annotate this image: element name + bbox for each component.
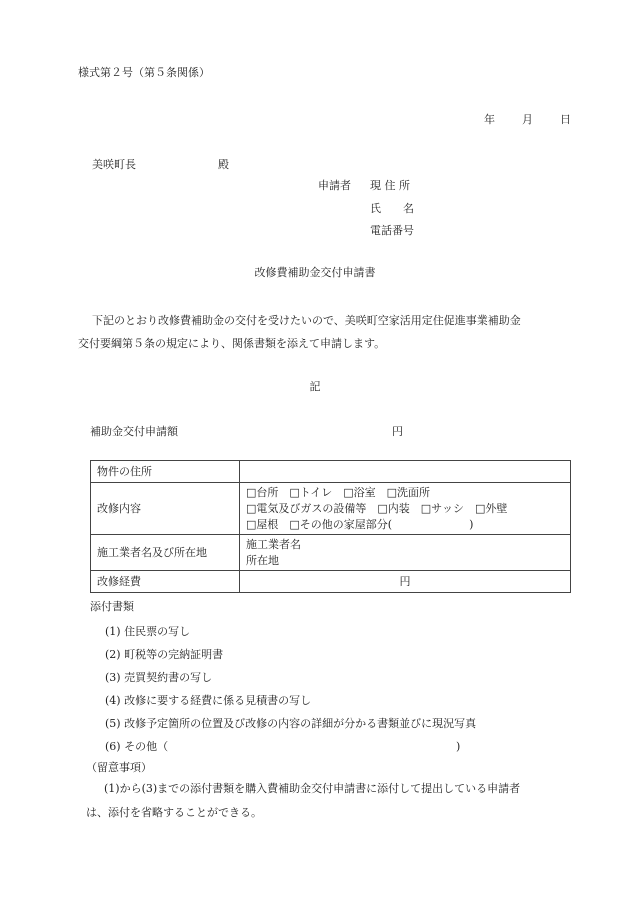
table-row-cost bbox=[91, 571, 571, 593]
body-line-1: 下記のとおり改修費補助金の交付を受けたいので、美咲町空家活用定住促進事業補助金 bbox=[92, 314, 521, 327]
application-table bbox=[90, 460, 571, 593]
property-address-field[interactable] bbox=[240, 461, 571, 483]
contractor-field[interactable] bbox=[240, 535, 571, 571]
applicant-name-label: 氏 名 bbox=[370, 202, 414, 215]
cost-field[interactable] bbox=[240, 571, 571, 593]
attachment-item: (4) 改修に要する経費に係る見積書の写し bbox=[105, 694, 312, 707]
attachments-heading: 添付書類 bbox=[90, 600, 134, 613]
attachment-item: (5) 改修予定箇所の位置及び改修の内容の詳細が分かる書類並びに現況写真 bbox=[105, 717, 477, 730]
attachment-item: (1) 住民票の写し bbox=[105, 625, 191, 638]
form-number: 様式第２号（第５条関係） bbox=[78, 66, 210, 79]
contractor-address-label: 所在地 bbox=[246, 553, 279, 567]
contractor-label: 施工業者名及び所在地 bbox=[91, 535, 240, 571]
applicant-phone-label: 電話番号 bbox=[370, 224, 414, 237]
applicant-label: 申請者 bbox=[318, 179, 351, 192]
notes-line-1: (1)から(3)までの添付書類を購入費補助金交付申請書に添付して提出している申請者 bbox=[104, 782, 521, 795]
addressee-name: 美咲町長 bbox=[92, 158, 136, 171]
notes-heading: （留意事項） bbox=[86, 761, 152, 774]
notes-line-2: は、添付を省略することができる。 bbox=[86, 806, 262, 819]
cost-unit: 円 bbox=[399, 574, 411, 588]
table-row-renovation bbox=[91, 483, 571, 535]
attachment-other-close: ) bbox=[456, 740, 461, 753]
ki-heading: 記 bbox=[309, 380, 321, 393]
amount-unit: 円 bbox=[392, 425, 403, 438]
amount-field[interactable] bbox=[200, 425, 420, 441]
renovation-options-line-3[interactable]: □屋根 □その他の家屋部分( ) bbox=[246, 517, 474, 531]
body-line-2: 交付要綱第５条の規定により、関係書類を添えて申請します。 bbox=[78, 337, 386, 350]
attachment-other-field[interactable] bbox=[185, 740, 453, 756]
renovation-options-line-2[interactable]: □電気及びガスの設備等 □内装 □サッシ □外壁 bbox=[246, 501, 508, 515]
date-day-label: 日 bbox=[560, 113, 571, 126]
renovation-options-line-1[interactable]: □台所 □トイレ □浴室 □洗面所 bbox=[246, 485, 431, 499]
attachment-item: (3) 売買契約書の写し bbox=[105, 671, 213, 684]
addressee-honorific: 殿 bbox=[218, 158, 229, 171]
document-title: 改修費補助金交付申請書 bbox=[254, 266, 376, 279]
date-month-label: 月 bbox=[522, 113, 533, 126]
table-row-contractor bbox=[91, 535, 571, 571]
table-row-property bbox=[91, 461, 571, 483]
renovation-options[interactable] bbox=[240, 483, 571, 535]
contractor-name-label: 施工業者名 bbox=[246, 537, 301, 551]
cost-label: 改修経費 bbox=[91, 571, 240, 593]
attachment-item: (2) 町税等の完納証明書 bbox=[105, 648, 224, 661]
renovation-label: 改修内容 bbox=[91, 483, 240, 535]
property-address-label: 物件の住所 bbox=[91, 461, 240, 483]
date-year-label: 年 bbox=[484, 113, 495, 126]
attachment-item-other: (6) その他（ bbox=[105, 740, 169, 753]
applicant-address-label: 現 住 所 bbox=[370, 179, 410, 192]
amount-label: 補助金交付申請額 bbox=[90, 425, 178, 438]
